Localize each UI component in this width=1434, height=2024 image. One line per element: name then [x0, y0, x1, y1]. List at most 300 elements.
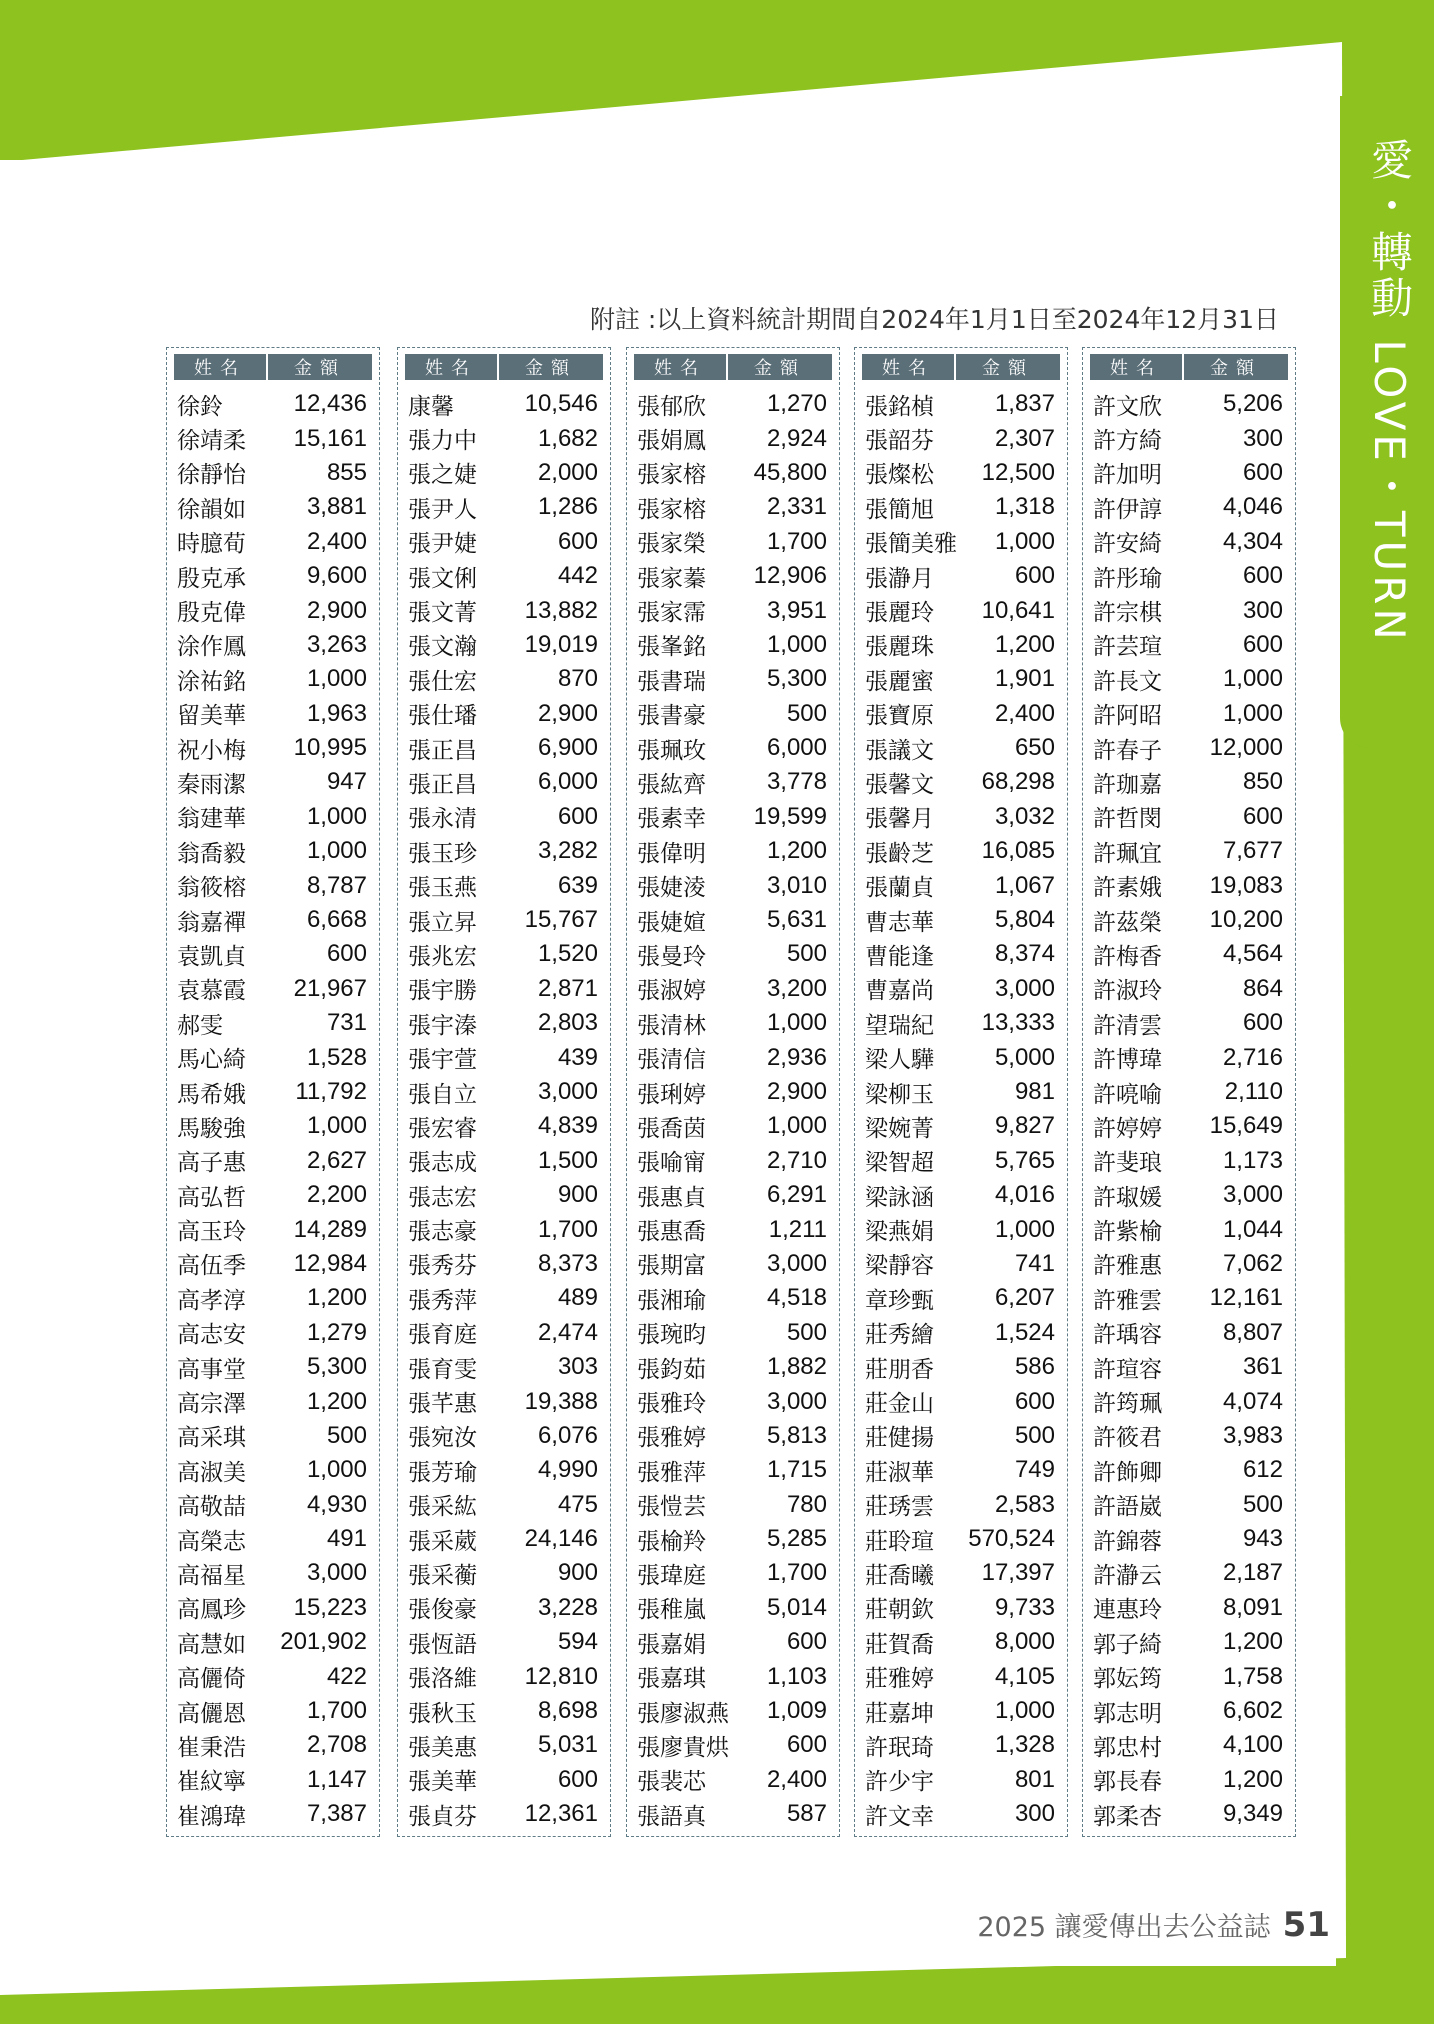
donation-amount: 1,200	[994, 630, 1055, 658]
donor-name: 張兆宏	[408, 943, 477, 970]
footer-text: 2025 讓愛傳出去公益誌	[977, 1912, 1271, 1943]
donation-amount: 19,019	[524, 630, 598, 658]
donation-amount: 442	[557, 562, 598, 590]
donor-name: 許加明	[1093, 462, 1162, 489]
donation-amount: 600	[557, 527, 598, 555]
donor-name: 張書豪	[637, 703, 706, 730]
table-row	[1090, 1797, 1288, 1831]
table-row	[174, 800, 372, 834]
donation-amount: 8,698	[537, 1697, 598, 1725]
donor-name: 許珮宜	[1093, 840, 1162, 867]
donation-amount: 1,000	[306, 665, 367, 693]
donation-amount: 600	[1242, 562, 1283, 590]
donor-name: 許淑玲	[1093, 978, 1162, 1005]
donor-name: 許筱君	[1093, 1425, 1162, 1452]
donation-amount: 600	[557, 1765, 598, 1793]
table-row	[1090, 1419, 1288, 1453]
table-row	[862, 731, 1060, 765]
donor-name: 張家榕	[637, 462, 706, 489]
table-row	[862, 1109, 1060, 1143]
table-row	[1090, 1040, 1288, 1074]
donor-name: 張芊惠	[408, 1391, 477, 1418]
donor-name: 張玉燕	[408, 875, 477, 902]
donation-amount: 3,000	[766, 1387, 827, 1415]
table-row	[174, 1281, 372, 1315]
donor-name: 許少宇	[865, 1769, 934, 1796]
donor-name: 許瀞云	[1093, 1562, 1162, 1589]
donation-amount: 600	[1014, 1387, 1055, 1415]
table-row	[405, 903, 603, 937]
table-row	[634, 1109, 832, 1143]
donation-amount: 6,602	[1222, 1697, 1283, 1725]
donor-name: 望瑞紀	[865, 1012, 934, 1039]
donation-amount: 491	[326, 1525, 367, 1553]
donor-name: 許文幸	[865, 1803, 934, 1830]
footer	[977, 1905, 1330, 1945]
donor-name: 莊淑華	[865, 1459, 934, 1486]
donor-name: 殷克偉	[177, 600, 246, 627]
table-header	[405, 354, 603, 380]
table-row	[862, 1659, 1060, 1693]
donor-name: 徐韻如	[177, 496, 246, 523]
donation-amount: 1,000	[306, 802, 367, 830]
donor-name: 張愷芸	[637, 1494, 706, 1521]
donation-amount: 900	[557, 1181, 598, 1209]
table-row	[862, 937, 1060, 971]
donation-amount: 12,984	[293, 1249, 367, 1277]
donation-amount: 2,400	[306, 527, 367, 555]
table-row	[174, 421, 372, 455]
table-row	[634, 800, 832, 834]
donor-name: 張榆羚	[637, 1528, 706, 1555]
donation-amount: 12,361	[524, 1800, 598, 1828]
donation-amount: 8,807	[1222, 1318, 1283, 1346]
donor-name: 崔秉浩	[177, 1734, 246, 1761]
donor-name: 高儷倚	[177, 1666, 246, 1693]
donor-name: 張喻甯	[637, 1150, 706, 1177]
donor-name: 張銘楨	[865, 393, 934, 420]
donor-name: 連惠玲	[1093, 1597, 1162, 1624]
donor-name: 張俊豪	[408, 1597, 477, 1624]
donor-name: 許哲閔	[1093, 806, 1162, 833]
donation-amount: 1,200	[1222, 1628, 1283, 1656]
donor-name: 張郁欣	[637, 393, 706, 420]
donation-amount: 2,900	[306, 596, 367, 624]
donation-amount: 4,518	[766, 1284, 827, 1312]
donor-name: 張曼玲	[637, 943, 706, 970]
donation-amount: 1,700	[766, 527, 827, 555]
table-row	[634, 937, 832, 971]
table-row	[174, 972, 372, 1006]
donation-amount: 1,200	[306, 1284, 367, 1312]
donor-name: 張立昇	[408, 909, 477, 936]
donation-amount: 500	[786, 940, 827, 968]
donation-amount: 6,076	[537, 1421, 598, 1449]
donation-amount: 1,715	[766, 1456, 827, 1484]
donor-name: 徐鈴	[177, 393, 223, 420]
donor-name: 張自立	[408, 1081, 477, 1108]
donor-name: 張文菁	[408, 600, 477, 627]
donation-amount: 3,000	[306, 1559, 367, 1587]
table-row	[1090, 1659, 1288, 1693]
donation-amount: 9,733	[994, 1593, 1055, 1621]
donor-name: 高采琪	[177, 1425, 246, 1452]
table-row	[1090, 834, 1288, 868]
donation-amount: 9,827	[994, 1112, 1055, 1140]
donation-amount: 24,146	[524, 1525, 598, 1553]
table-row	[405, 1109, 603, 1143]
table-row	[174, 1178, 372, 1212]
table-row	[1090, 868, 1288, 902]
donor-name: 張婕淩	[637, 875, 706, 902]
table-row	[174, 1556, 372, 1590]
donation-amount: 12,000	[1209, 734, 1283, 762]
donor-name: 張美華	[408, 1769, 477, 1796]
table-row	[862, 1419, 1060, 1453]
donation-amount: 1,700	[537, 1215, 598, 1243]
table-row	[862, 1522, 1060, 1556]
donor-name: 高玉玲	[177, 1219, 246, 1246]
table-row	[862, 1728, 1060, 1762]
donor-name: 張文俐	[408, 565, 477, 592]
table-header	[634, 354, 832, 380]
donor-name: 許瑀容	[1093, 1322, 1162, 1349]
table-row	[405, 834, 603, 868]
donation-amount: 650	[1014, 734, 1055, 762]
donation-amount: 1,200	[1222, 1765, 1283, 1793]
table-row	[634, 1350, 832, 1384]
donor-name: 張紘齊	[637, 771, 706, 798]
table-row	[634, 1556, 832, 1590]
table-row	[405, 1178, 603, 1212]
donation-amount: 500	[786, 699, 827, 727]
table-row	[405, 1556, 603, 1590]
donation-amount: 68,298	[981, 768, 1055, 796]
donor-name: 張清信	[637, 1047, 706, 1074]
donor-name: 莊賀喬	[865, 1631, 934, 1658]
donor-name: 崔鴻瑋	[177, 1803, 246, 1830]
table-row	[634, 1006, 832, 1040]
table-row	[174, 765, 372, 799]
table-row	[634, 1040, 832, 1074]
table-row	[405, 765, 603, 799]
donation-amount: 1,000	[994, 1215, 1055, 1243]
donation-amount: 14,289	[293, 1215, 367, 1243]
donor-name: 袁慕霞	[177, 978, 246, 1005]
table-row	[405, 490, 603, 524]
donor-name: 許素娥	[1093, 875, 1162, 902]
donor-name: 許芸瑄	[1093, 634, 1162, 661]
table-row	[862, 1556, 1060, 1590]
table-row	[1090, 525, 1288, 559]
donation-amount: 1,103	[766, 1662, 827, 1690]
donation-amount: 1,000	[766, 1112, 827, 1140]
donation-amount: 612	[1242, 1456, 1283, 1484]
donation-amount: 6,000	[537, 768, 598, 796]
table-row	[405, 387, 603, 421]
table-row	[634, 662, 832, 696]
donor-name: 袁凱貞	[177, 943, 246, 970]
donation-amount: 855	[326, 458, 367, 486]
donation-amount: 9,349	[1222, 1800, 1283, 1828]
donor-name: 張議文	[865, 737, 934, 764]
donation-amount: 981	[1014, 1078, 1055, 1105]
donation-amount: 15,649	[1209, 1112, 1283, 1140]
donation-amount: 11,792	[295, 1078, 367, 1105]
donor-name: 翁建華	[177, 806, 246, 833]
page-number: 51	[1282, 1905, 1330, 1945]
donation-amount: 1,000	[306, 1112, 367, 1140]
table-row	[174, 1522, 372, 1556]
donor-name: 高慧如	[177, 1631, 246, 1658]
table-row	[862, 1797, 1060, 1831]
donor-name: 翁筱榕	[177, 875, 246, 902]
donor-name: 張家蓁	[637, 565, 706, 592]
donation-amount: 3,010	[766, 871, 827, 899]
donor-name: 張尹人	[408, 496, 477, 523]
donation-amount: 731	[326, 1009, 367, 1037]
donation-amount: 600	[786, 1731, 827, 1759]
donor-name: 許雅惠	[1093, 1253, 1162, 1280]
table-row	[862, 800, 1060, 834]
donor-name: 張宇溱	[408, 1012, 477, 1039]
table-row	[1090, 1316, 1288, 1350]
table-row	[862, 1144, 1060, 1178]
donation-amount: 1,044	[1222, 1215, 1283, 1243]
table-row	[862, 834, 1060, 868]
donation-amount: 500	[786, 1318, 827, 1346]
donor-name: 張仕宏	[408, 668, 477, 695]
table-row	[1090, 456, 1288, 490]
table-row	[862, 525, 1060, 559]
table-row	[405, 1350, 603, 1384]
donor-name: 張采葳	[408, 1528, 477, 1555]
donation-amount: 780	[786, 1490, 827, 1518]
donor-name: 徐靖柔	[177, 428, 246, 455]
donation-amount: 2,187	[1222, 1559, 1283, 1587]
donation-amount: 5,000	[994, 1043, 1055, 1071]
donor-name: 莊金山	[865, 1391, 934, 1418]
table-row	[634, 1797, 832, 1831]
table-row	[174, 1419, 372, 1453]
table-row	[405, 456, 603, 490]
donation-amount: 1,000	[766, 1009, 827, 1037]
donation-amount: 201,902	[280, 1628, 367, 1656]
donor-name: 張家霈	[637, 600, 706, 627]
table-row	[405, 868, 603, 902]
table-row	[174, 662, 372, 696]
table-row	[634, 1728, 832, 1762]
donation-amount: 12,810	[524, 1662, 598, 1690]
donor-name: 張裴芯	[637, 1769, 706, 1796]
table-header	[174, 354, 372, 380]
donor-name: 張麗珠	[865, 634, 934, 661]
table-row	[634, 1419, 832, 1453]
donor-name: 留美華	[177, 703, 246, 730]
donor-table-column	[166, 347, 380, 1837]
donation-amount: 1,009	[766, 1697, 827, 1725]
donation-amount: 850	[1242, 768, 1283, 796]
donor-name: 許語崴	[1093, 1494, 1162, 1521]
donation-amount: 1,200	[766, 837, 827, 865]
donor-name: 張簡美雅	[865, 531, 957, 558]
donation-amount: 12,906	[753, 562, 827, 590]
donation-amount: 5,031	[537, 1731, 598, 1759]
donor-name: 張嘉琪	[637, 1666, 706, 1693]
donor-name: 張宇萱	[408, 1047, 477, 1074]
table-row	[1090, 1625, 1288, 1659]
table-row	[405, 1281, 603, 1315]
donor-name: 張正昌	[408, 771, 477, 798]
donation-amount: 1,000	[766, 630, 827, 658]
table-row	[174, 387, 372, 421]
table-row	[405, 1763, 603, 1797]
donation-amount: 2,900	[766, 1078, 827, 1105]
donation-amount: 300	[1242, 596, 1283, 624]
table-row	[862, 868, 1060, 902]
table-row	[174, 834, 372, 868]
table-row	[405, 972, 603, 1006]
donor-name: 張蘭貞	[865, 875, 934, 902]
donation-amount: 6,291	[766, 1181, 827, 1209]
donor-name: 郭長春	[1093, 1769, 1162, 1796]
donor-name: 張尹婕	[408, 531, 477, 558]
donor-name: 張家榕	[637, 496, 706, 523]
donor-name: 許婷婷	[1093, 1115, 1162, 1142]
donation-amount: 947	[326, 768, 367, 796]
table-row	[1090, 387, 1288, 421]
donor-name: 張廖淑燕	[637, 1700, 729, 1727]
donor-name: 莊聆瑄	[865, 1528, 934, 1555]
donation-amount: 2,708	[306, 1731, 367, 1759]
table-row	[1090, 1075, 1288, 1109]
donor-name: 翁喬毅	[177, 840, 246, 867]
table-row	[405, 593, 603, 627]
donor-name: 翁嘉禪	[177, 909, 246, 936]
donation-amount: 3,263	[306, 630, 367, 658]
header-amount: 金額	[499, 354, 603, 380]
donor-name: 張雅萍	[637, 1459, 706, 1486]
donor-name: 張娟鳳	[637, 428, 706, 455]
table-row	[862, 1453, 1060, 1487]
donation-amount: 1,328	[994, 1731, 1055, 1759]
donation-amount: 12,436	[293, 390, 367, 418]
donor-name: 張雅玲	[637, 1391, 706, 1418]
donor-name: 張期富	[637, 1253, 706, 1280]
donor-name: 郭子綺	[1093, 1631, 1162, 1658]
table-row	[634, 1384, 832, 1418]
donor-name: 張琬昀	[637, 1322, 706, 1349]
table-row	[1090, 1522, 1288, 1556]
header-amount: 金額	[268, 354, 372, 380]
donor-name: 張采蘅	[408, 1562, 477, 1589]
donation-amount: 3,951	[766, 596, 827, 624]
header-amount: 金額	[728, 354, 832, 380]
donation-amount: 5,631	[766, 906, 827, 934]
donation-amount: 45,800	[753, 458, 827, 486]
table-row	[1090, 593, 1288, 627]
table-row	[405, 1625, 603, 1659]
donor-name: 祝小梅	[177, 737, 246, 764]
donation-amount: 5,300	[306, 1353, 367, 1381]
donor-table-column	[626, 347, 840, 1837]
donation-amount: 639	[557, 871, 598, 899]
donor-name: 張玉珍	[408, 840, 477, 867]
donor-name: 張寶原	[865, 703, 934, 730]
table-row	[405, 800, 603, 834]
donor-name: 張宇勝	[408, 978, 477, 1005]
period-note: 附註 :以上資料統計期間自2024年1月1日至2024年12月31日	[589, 305, 1279, 334]
donation-amount: 1,700	[766, 1559, 827, 1587]
donor-name: 張宛汝	[408, 1425, 477, 1452]
table-row	[174, 559, 372, 593]
donation-amount: 1,318	[994, 493, 1055, 521]
donor-name: 許梅香	[1093, 943, 1162, 970]
donor-name: 秦雨潔	[177, 771, 246, 798]
table-row	[634, 765, 832, 799]
donation-amount: 15,767	[524, 906, 598, 934]
side-tab-title: 愛・轉動 LOVE・TURN	[1365, 138, 1414, 644]
table-row	[862, 1384, 1060, 1418]
donor-name: 曹嘉尚	[865, 978, 934, 1005]
donation-amount: 3,200	[766, 974, 827, 1002]
donor-name: 張家榮	[637, 531, 706, 558]
donor-name: 許琡媛	[1093, 1184, 1162, 1211]
table-row	[405, 1247, 603, 1281]
table-row	[862, 1591, 1060, 1625]
donor-name: 許清雲	[1093, 1012, 1162, 1039]
donor-name: 許瑄容	[1093, 1356, 1162, 1383]
table-row	[1090, 1384, 1288, 1418]
donor-name: 高事堂	[177, 1356, 246, 1383]
table-row	[405, 1419, 603, 1453]
table-row	[405, 1797, 603, 1831]
donor-name: 曹能逢	[865, 943, 934, 970]
donor-name: 高鳳珍	[177, 1597, 246, 1624]
table-row	[634, 1247, 832, 1281]
donation-amount: 15,161	[293, 424, 367, 452]
donation-amount: 2,200	[306, 1181, 367, 1209]
donation-amount: 900	[557, 1559, 598, 1587]
donor-name: 高宗澤	[177, 1391, 246, 1418]
donation-amount: 1,682	[537, 424, 598, 452]
table-row	[862, 972, 1060, 1006]
table-row	[634, 1522, 832, 1556]
donor-name: 許安綺	[1093, 531, 1162, 558]
donor-name: 張馨月	[865, 806, 934, 833]
table-row	[634, 490, 832, 524]
donation-amount: 12,161	[1209, 1284, 1283, 1312]
donor-name: 張之婕	[408, 462, 477, 489]
donor-name: 曹志華	[865, 909, 934, 936]
donor-name: 時臆荀	[177, 531, 246, 558]
table-row	[174, 593, 372, 627]
header-name: 姓名	[1090, 354, 1182, 380]
donor-name: 張喬茵	[637, 1115, 706, 1142]
donation-amount: 6,000	[766, 734, 827, 762]
donation-amount: 5,804	[994, 906, 1055, 934]
donation-amount: 7,387	[306, 1800, 367, 1828]
donation-amount: 1,963	[306, 699, 367, 727]
donation-amount: 4,839	[537, 1112, 598, 1140]
donation-amount: 2,871	[537, 974, 598, 1002]
donation-amount: 2,924	[766, 424, 827, 452]
donation-amount: 2,627	[306, 1146, 367, 1174]
donor-name: 莊雅婷	[865, 1666, 934, 1693]
table-row	[174, 1453, 372, 1487]
donor-name: 張育庭	[408, 1322, 477, 1349]
table-row	[1090, 1350, 1288, 1384]
